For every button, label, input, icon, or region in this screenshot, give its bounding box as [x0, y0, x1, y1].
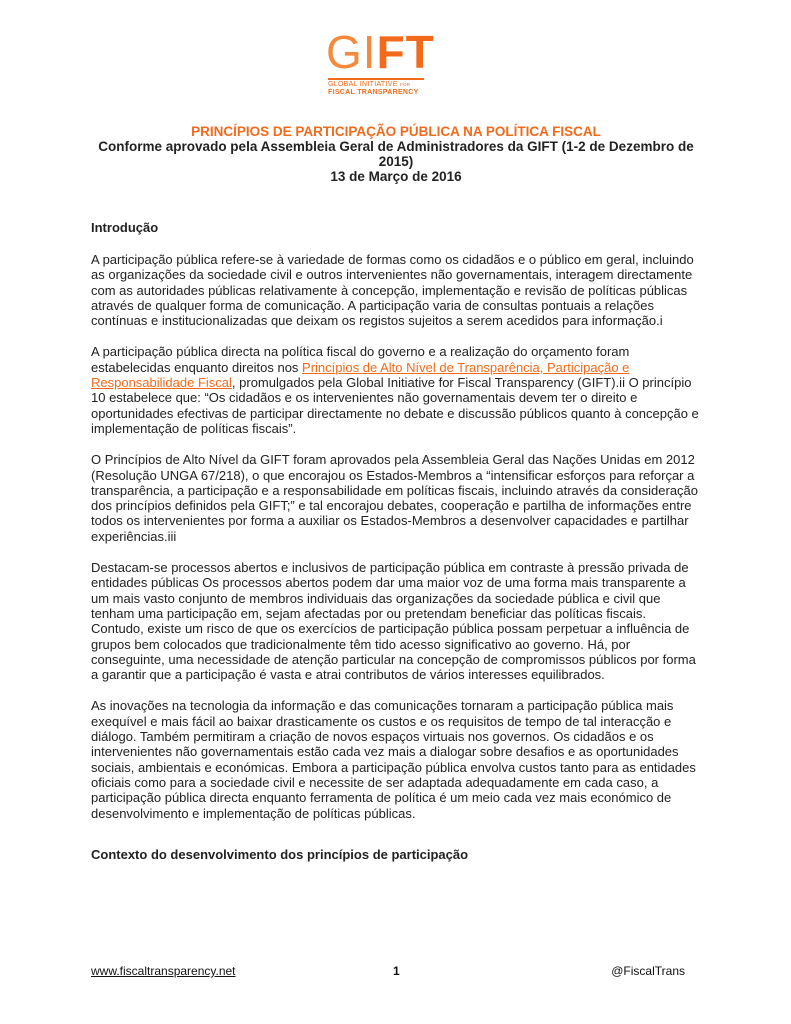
- gift-logo: [326, 26, 456, 100]
- footer-website-link[interactable]: www.fiscaltransparency.net: [91, 964, 236, 978]
- page-number: 1: [393, 964, 400, 978]
- document-title: PRINCÍPIOS DE PARTICIPAÇÃO PÚBLICA NA POLÍTICA FISCAL: [191, 124, 601, 139]
- logo-line1-small: FOR: [399, 82, 411, 87]
- paragraph-2: [91, 344, 701, 436]
- logo-line1: GLOBAL INITIATIVE: [328, 81, 398, 88]
- logo-divider: [328, 78, 424, 80]
- document-subtitle: Conforme aprovado pela Assembleia Geral de Administradores da GIFT (1-2 de Dezembro de 2015): [98, 139, 694, 169]
- logo-word-gi: GI: [326, 26, 377, 78]
- paragraph-4: Destacam-se processos abertos e inclusivos de participação pública em contraste à pressão privada de entidades públicas Os processos abertos podem dar uma maior voz de uma forma mais transparente a um mais vasto conjunto de membros individuais das organizações da sociedade pública e civil que tenham uma participação em, sejam afectadas por ou pretendam beneficiar das políticas fiscais. Contudo, existe um risco de que os exercícios de participação pública possam perpetuar a influência de grupos bem colocados que tradicionalmente têm tido acesso significativo ao governo. Há, por conseguinte, uma necessidade de atenção particular na concepção de compromissos públicos por forma a garantir que a participação é vasta e atrai contributos de vários interesses equilibrados.: [91, 560, 696, 683]
- page-footer: [91, 964, 701, 980]
- logo-line2: FISCAL TRANSPARENCY: [328, 89, 419, 96]
- paragraph-3: O Princípios de Alto Nível da GIFT foram aprovados pela Assembleia Geral das Nações Unidas em 2012 (Resolução UNGA 67/218), o que encorajou os Estados-Membros a “intensificar esforços para reforçar a transparência, a participação e a responsabilidade em políticas fiscais, incluindo através da consideração dos princípios definidos pela GIFT;” e tal encorajou debates, cooperação e partilha de informações entre todos os intervenientes por forma a auxiliar os Estados-Membros a desenvolver capacidades e partilhar experiências.iii: [91, 452, 699, 544]
- document-body: [91, 220, 701, 862]
- paragraph-1: A participação pública refere-se à variedade de formas como os cidadãos e o público em geral, incluindo as organizações da sociedade civil e outros intervenientes não governamentais, interagem directamente com as autoridades públicas relativamente à concepção, implementação e revisão de políticas públicas através de qualquer forma de comunicação. A participação varia de consultas pontuais a relações contínuas e institucionalizadas que deixam os registos sujeitos a serem acedidos para informação.i: [91, 252, 694, 329]
- logo-word-ft: FT: [376, 26, 435, 78]
- paragraph-2-text-b: , promulgados pela Global Initiative for Fiscal Transparency (GIFT).ii O princípio 10 estabelece que: “Os cidadãos e os intervenientes não governamentais devem ter o direito e oportunidades efectivas de participar directamente no debate e discussão públicos quanto à concepção e implementação de políticas fiscais”.: [91, 375, 699, 436]
- principles-link[interactable]: Princípios de Alto Nível de Transparência, Participação e Responsabilidade Fiscal: [91, 359, 630, 391]
- section-heading-introduction: Introdução: [91, 220, 159, 235]
- document-header: [80, 124, 712, 184]
- paragraph-5: As inovações na tecnologia da informação e das comunicações tornaram a participação pública mais exequível e mais fácil ao baixar drasticamente os custos e os requisitos de tempo de tal interacção e diálogo. Também permitiram a criação de novos espaços virtuais nos governos. Os cidadãos e os intervenientes não governamentais estão cada vez mais a dialogar sobre desafios e as oportunidades sociais, ambientais e económicas. Embora a participação pública envolva custos tanto para as entidades oficiais como para a sociedade civil e necessite de ser adaptada adequadamente em cada caso, a participação pública directa enquanto ferramenta de política é um meio cada vez mais económico de desenvolvimento e implementação de políticas públicas.: [91, 698, 696, 821]
- section-heading-context: Contexto do desenvolvimento dos princípios de participação: [91, 846, 469, 862]
- logo-tagline: [328, 81, 419, 97]
- logo-wordmark: [326, 26, 456, 78]
- document-date: 13 de Março de 2016: [330, 169, 462, 184]
- footer-twitter-handle: @FiscalTrans: [611, 964, 685, 978]
- paragraph-2-text-a: A participação pública directa na política fiscal do governo e a realização do orçamento foram estabelecidas enquanto direitos nos: [91, 344, 630, 375]
